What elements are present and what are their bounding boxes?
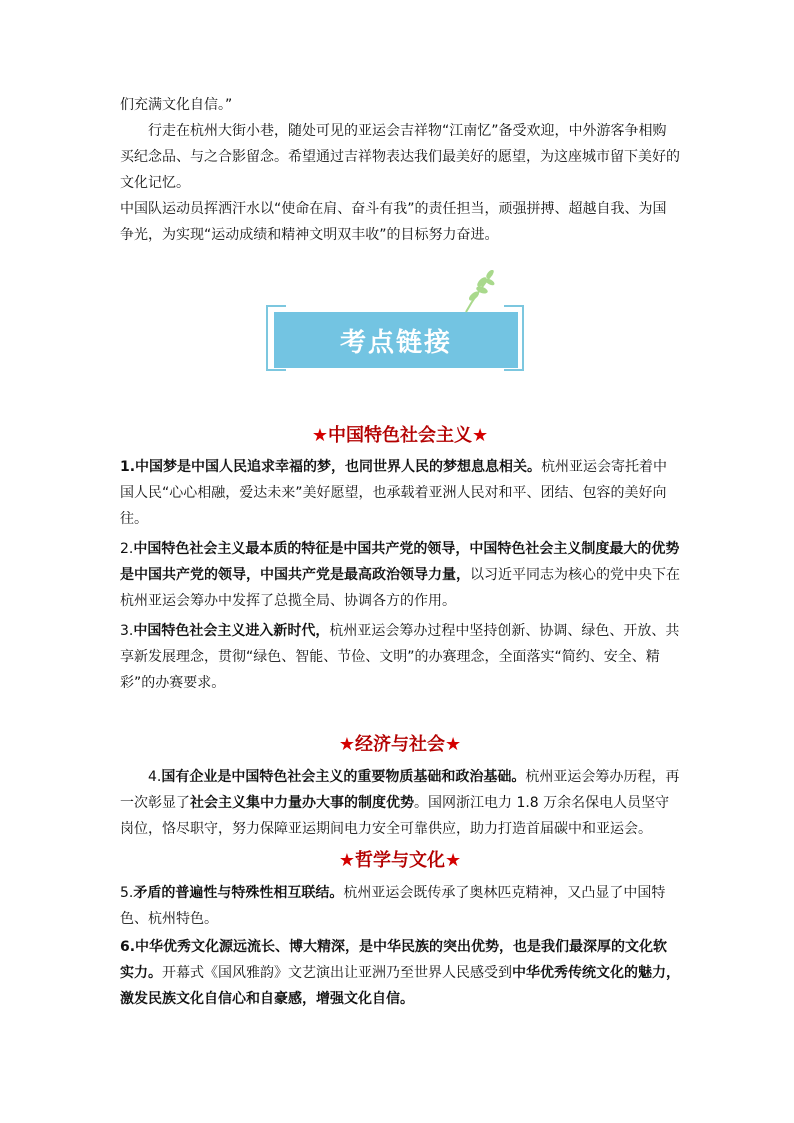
item-2-text: 以习近平同志为核心的党中央下在杭州亚运会筹办中发挥了总揽全局、协调各方的作用。 [120,567,680,609]
item-6-text: 开幕式《国风雅韵》文艺演出让亚洲乃至世界人民感受到 [162,965,512,981]
intro-text-2: 行走在杭州大街小巷，随处可见的亚运会吉祥物“江南忆”备受欢迎，中外游客争相购买纪念品、与之合影留念。希望通过吉祥物表达我们最美好的愿望，为这座城市留下美好的文化记忆。 [120,123,680,191]
item-4 [120,764,680,842]
intro-text-1: 们充满文化自信。” [120,97,233,113]
item-5-bold: 矛盾的普遍性与特殊性相互联结。 [133,885,344,901]
star-icon: ★ [445,850,462,871]
banner-box [274,312,518,368]
intro-paragraph-3 [120,196,680,248]
star-icon: ★ [311,425,328,446]
item-3-bold: 中国特色社会主义进入新时代， [133,623,330,639]
item-3 [120,618,680,696]
star-icon: ★ [338,850,355,871]
section-title-3: 哲学与文化 [355,850,445,871]
item-4-text-2: 。国网浙江电力 1.8 万余名保电人员坚守岗位，恪尽职守，努力保障亚运期间电力安全可靠供应，助力打造首届碳中和亚运会。 [120,795,670,837]
item-4-bold-2: 社会主义集中力量办大事的制度优势 [190,795,414,811]
item-6-bold-2: 中华优秀传统文化的魅力，激发民族文化自信心和自豪感，增强文化自信。 [120,965,680,1007]
section-title-2: 经济与社会 [355,734,445,755]
item-4-text: 杭州亚运会筹办历程，再一次彰显了 [120,769,680,811]
item-5 [120,880,680,932]
item-3-text: 杭州亚运会筹办过程中坚持创新、协调、绿色、开放、共享新发展理念，贯彻“绿色、智能、节俭、文明”的办赛理念，全面落实“简约、安全、精彩”的办赛要求。 [120,623,680,691]
item-6 [120,934,680,1012]
item-5-text: 杭州亚运会既传承了奥林匹克精神，又凸显了中国特色、杭州特色。 [120,885,666,927]
banner-title: 考点链接 [339,327,452,358]
section-banner [264,270,534,380]
item-1 [120,454,680,532]
item-6-bold: 6.中华优秀文化源远流长、博大精深，是中华民族的突出优势，也是我们最深厚的文化软实力。 [120,939,668,981]
item-2-bold: 中国特色社会主义最本质的特征是中国共产党的领导，中国特色社会主义制度最大的优势是中国共产党的领导，中国共产党是最高政治领导力量， [120,541,680,583]
item-2-num: 2. [120,541,134,557]
item-5-num: 5. [120,885,134,901]
section-title-1: 中国特色社会主义 [328,425,472,446]
item-2 [120,536,680,614]
star-icon: ★ [472,425,489,446]
item-1-text: 杭州亚运会寄托着中国人民“心心相融，爱达未来”美好愿望，也承载着亚洲人民对和平、团结、包容的美好向往。 [120,459,668,527]
section-heading-3 [120,846,680,872]
leaf-sprig-icon [460,270,500,314]
intro-paragraph-2 [120,118,680,196]
intro-paragraph-1 [120,92,680,118]
star-icon: ★ [445,734,462,755]
item-4-bold: 国有企业是中国特色社会主义的重要物质基础和政治基础。 [161,769,526,785]
item-1-bold: 1.中国梦是中国人民追求幸福的梦，也同世界人民的梦想息息相关。 [120,459,542,475]
section-heading-2 [120,730,680,756]
item-3-num: 3. [120,623,134,639]
section-heading-1 [120,421,680,447]
item-4-num: 4. [148,769,162,785]
star-icon: ★ [338,734,355,755]
intro-text-3: 中国队运动员挥洒汗水以“使命在肩、奋斗有我”的责任担当，顽强拼搏、超越自我、为国争光，为实现“运动成绩和精神文明双丰收”的目标努力奋进。 [120,201,667,243]
